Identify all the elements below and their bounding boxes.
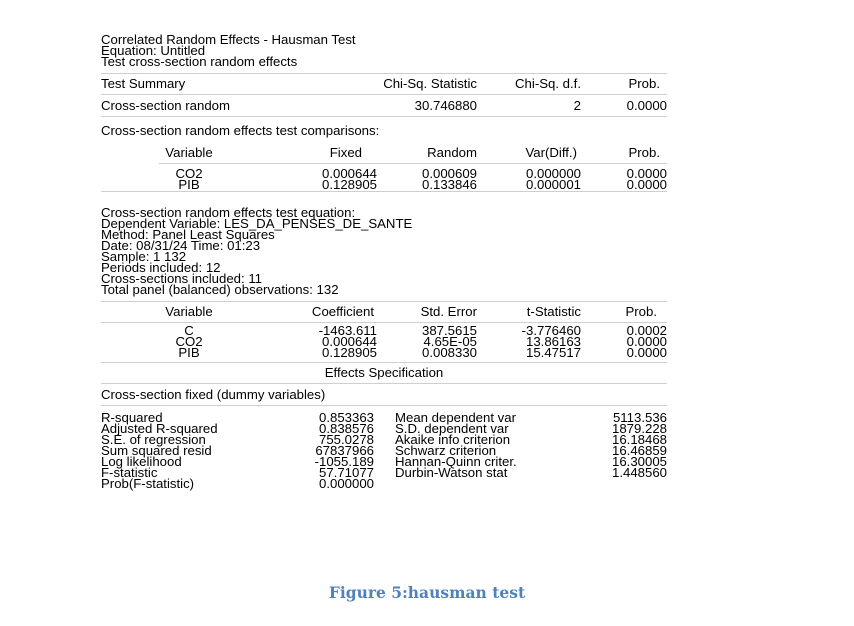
info-text: Method: Panel Least Squares bbox=[101, 227, 275, 242]
stat-value: 16.18468 bbox=[611, 432, 667, 447]
table-cell: 0.000644 bbox=[321, 334, 377, 349]
summary-row bbox=[101, 95, 667, 117]
table-cell: 0.128905 bbox=[321, 177, 377, 192]
stat-value: 1879.228 bbox=[611, 421, 667, 436]
table-cell: 0.000644 bbox=[321, 166, 377, 181]
stat-value: 0.853363 bbox=[318, 410, 374, 425]
stat-label: Schwarz criterion bbox=[395, 443, 497, 458]
stat-value: 67837966 bbox=[315, 443, 374, 458]
table-cell: 387.5615 bbox=[421, 323, 477, 338]
eviews-output bbox=[101, 34, 667, 489]
table-cell: PIB bbox=[178, 177, 200, 192]
info-text: Cross-section random effects test equation: bbox=[101, 205, 356, 220]
stat-value: 755.0278 bbox=[318, 432, 374, 447]
table-cell: -1463.611 bbox=[318, 323, 377, 338]
summary-header-df: Chi-Sq. d.f. bbox=[515, 76, 581, 91]
figure-caption: Figure 5:hausman test bbox=[328, 583, 526, 602]
stat-label: R-squared bbox=[101, 410, 163, 425]
stat-label: Log likelihood bbox=[101, 454, 182, 469]
table-cell: 0.0002 bbox=[626, 323, 667, 338]
comparisons-header-row bbox=[101, 142, 667, 164]
table-cell: 0.0000 bbox=[626, 345, 667, 360]
summary-header-prob: Prob. bbox=[628, 76, 660, 91]
info-text: Sample: 1 132 bbox=[101, 249, 187, 264]
output-subtitle bbox=[101, 56, 667, 67]
stat-label: S.E. of regression bbox=[101, 432, 206, 447]
divider bbox=[101, 405, 667, 406]
divider bbox=[159, 163, 667, 164]
stat-label: Hannan-Quinn criter. bbox=[395, 454, 517, 469]
stat-value: 57.71077 bbox=[318, 465, 374, 480]
summary-cell: 30.746880 bbox=[414, 98, 477, 113]
stats-row bbox=[101, 456, 667, 467]
info-text: Total panel (balanced) observations: 132 bbox=[101, 282, 339, 297]
table-cell: 0.128905 bbox=[321, 345, 377, 360]
comparisons-header: Fixed bbox=[329, 145, 362, 160]
table-cell: 4.65E-05 bbox=[423, 334, 477, 349]
table-cell: 0.000000 bbox=[525, 166, 581, 181]
effects-subtitle-row bbox=[101, 384, 667, 406]
stat-label: Adjusted R-squared bbox=[101, 421, 218, 436]
info-text: Date: 08/31/24 Time: 01:23 bbox=[101, 238, 261, 253]
table-cell: 0.0000 bbox=[626, 177, 667, 192]
stat-value: 0.838576 bbox=[318, 421, 374, 436]
stat-label: Akaike info criterion bbox=[395, 432, 511, 447]
table-cell: C bbox=[184, 323, 194, 338]
summary-header-chisq: Chi-Sq. Statistic bbox=[383, 76, 477, 91]
stat-value: 5113.536 bbox=[612, 410, 667, 425]
divider bbox=[101, 116, 667, 117]
comparisons-title-text: Cross-section random effects test comparisons: bbox=[101, 123, 380, 138]
stat-label: Sum squared resid bbox=[101, 443, 212, 458]
table-cell: CO2 bbox=[175, 166, 203, 181]
stat-value: 0.000000 bbox=[318, 476, 374, 491]
table-row bbox=[101, 347, 667, 358]
effects-subtitle: Cross-section fixed (dummy variables) bbox=[101, 387, 326, 402]
title-text: Correlated Random Effects - Hausman Test bbox=[101, 32, 356, 47]
stat-value: -1055.189 bbox=[314, 454, 374, 469]
comparisons-header: Var(Diff.) bbox=[525, 145, 577, 160]
stat-value: 16.30005 bbox=[611, 454, 667, 469]
subtitle-text: Test cross-section random effects bbox=[101, 54, 298, 69]
stats-row bbox=[101, 478, 667, 489]
summary-cell: Cross-section random bbox=[101, 98, 230, 113]
coefficients-header: t-Statistic bbox=[526, 304, 581, 319]
coefficients-header: Std. Error bbox=[420, 304, 477, 319]
comparisons-header: Random bbox=[427, 145, 477, 160]
comparisons-title bbox=[101, 125, 667, 138]
table-cell: 0.133846 bbox=[421, 177, 477, 192]
table-cell: 15.47517 bbox=[525, 345, 581, 360]
stat-value: 1.448560 bbox=[611, 465, 667, 480]
table-cell: 13.86163 bbox=[525, 334, 581, 349]
info-text: Dependent Variable: LES_DA_PENSES_DE_SANTE bbox=[101, 216, 413, 231]
table-cell: PIB bbox=[178, 345, 200, 360]
table-cell: 0.0000 bbox=[626, 334, 667, 349]
table-cell: 0.000001 bbox=[525, 177, 581, 192]
table-cell: 0.0000 bbox=[626, 166, 667, 181]
stat-label: Durbin-Watson stat bbox=[395, 465, 508, 480]
divider bbox=[101, 191, 667, 192]
summary-header-test: Test Summary bbox=[101, 76, 186, 91]
effects-title-row bbox=[101, 362, 667, 384]
comparisons-header: Prob. bbox=[628, 145, 660, 160]
table-cell: 0.008330 bbox=[421, 345, 477, 360]
stat-value: 16.46859 bbox=[611, 443, 667, 458]
equation-text: Equation: Untitled bbox=[101, 43, 206, 58]
table-cell: -3.776460 bbox=[521, 323, 581, 338]
coefficients-header: Coefficient bbox=[311, 304, 374, 319]
equation-info-line bbox=[101, 284, 667, 295]
summary-header-row bbox=[101, 73, 667, 95]
table-cell: CO2 bbox=[175, 334, 203, 349]
summary-cell: 2 bbox=[573, 98, 581, 113]
stat-label: S.D. dependent var bbox=[395, 421, 509, 436]
coefficients-header: Variable bbox=[165, 304, 213, 319]
info-text: Periods included: 12 bbox=[101, 260, 221, 275]
comparisons-header: Variable bbox=[165, 145, 213, 160]
effects-title: Effects Specification bbox=[324, 365, 444, 380]
info-text: Cross-sections included: 11 bbox=[101, 271, 263, 286]
coefficients-header-row bbox=[101, 301, 667, 323]
stat-label: Prob(F-statistic) bbox=[101, 476, 195, 491]
coefficients-header: Prob. bbox=[625, 304, 657, 319]
stats-row bbox=[101, 445, 667, 456]
table-row bbox=[101, 179, 667, 190]
table-cell: 0.000609 bbox=[421, 166, 477, 181]
stat-label: Mean dependent var bbox=[395, 410, 516, 425]
summary-cell: 0.0000 bbox=[626, 98, 667, 113]
stat-label: F-statistic bbox=[101, 465, 158, 480]
